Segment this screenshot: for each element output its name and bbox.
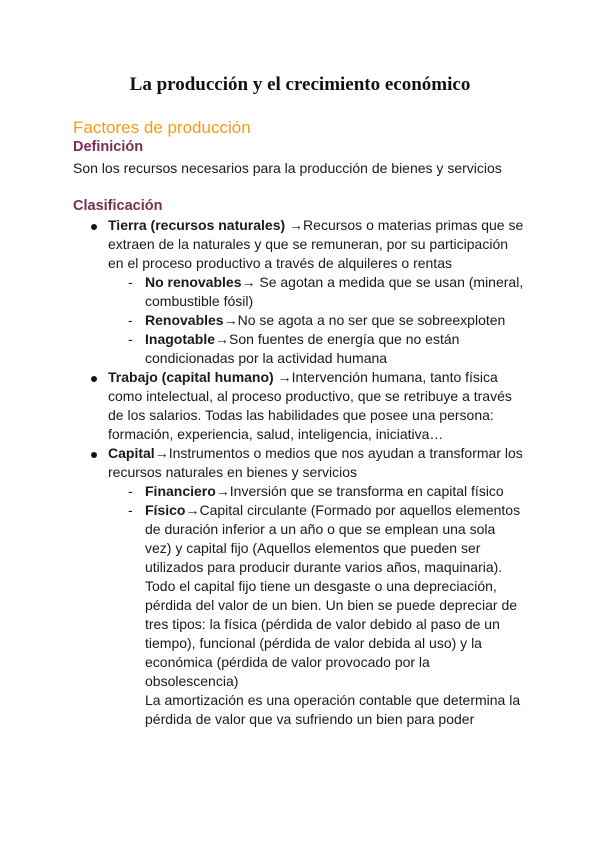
sub-item-fisico: Físico→Capital circulante (Formado por aquellos elementos	[145, 502, 521, 518]
bullet-icon	[91, 452, 97, 458]
sub-item-financiero: Financiero→Inversión que se transforma en capital físico	[145, 483, 504, 499]
dash-marker: -	[128, 502, 133, 518]
document-title: La producción y el crecimiento económico	[129, 74, 471, 95]
sub-item-text: La amortización es una operación contable que determina la	[145, 692, 521, 708]
list-item-text: como intelectual, al proceso productivo, que se retribuye a través	[108, 388, 512, 404]
dash-marker: -	[128, 312, 133, 328]
dash-marker: -	[128, 274, 133, 290]
bullet-icon	[91, 376, 97, 382]
sub-item-text: de duración inferior a un año o que se emplean una sola	[145, 521, 496, 537]
bullet-icon	[91, 224, 97, 230]
definition-heading: Definición	[73, 139, 144, 155]
sub-item-text: pérdida del valor de un bien. Un bien se puede depreciar de	[145, 597, 518, 613]
section-heading: Factores de producción	[73, 118, 251, 137]
list-item-text: de los salarios. Todas las habilidades que posee una persona:	[108, 407, 494, 423]
sub-item-text: condicionadas por la actividad humana	[145, 350, 388, 366]
sub-item-text: vez) y capital fijo (Aquellos elementos que pueden ser	[145, 540, 481, 556]
sub-item-text: utilizados para producir durante varios años, maquinaria).	[145, 559, 503, 575]
list-item-text: en el proceso productivo a través de alquileres o rentas	[108, 255, 452, 271]
list-item-capital: Capital→Instrumentos o medios que nos ayudan a transformar los	[108, 445, 523, 461]
sub-item-text: Todo el capital fijo tiene un desgaste o una depreciación,	[145, 578, 497, 594]
sub-item-text: tiempo), funcional (pérdida de valor debida al uso) y la	[145, 635, 482, 651]
sub-item-text: obsolescencia)	[145, 673, 239, 689]
list-item-text: formación, experiencia, salud, inteligencia, iniciativa…	[108, 426, 444, 442]
sub-item-text: combustible fósil)	[145, 293, 254, 309]
classification-heading: Clasificación	[73, 198, 163, 214]
sub-item-text: tres tipos: la física (pérdida de valor debido al paso de un	[145, 616, 500, 632]
sub-item-renovables: Renovables→No se agota a no ser que se sobreexploten	[145, 312, 506, 328]
sub-item-inagotable: Inagotable→Son fuentes de energía que no están	[145, 331, 460, 347]
list-item-tierra: Tierra (recursos naturales) →Recursos o materias primas que se	[108, 217, 524, 233]
sub-item-text: económica (pérdida de valor provocado por la	[145, 654, 430, 670]
list-item-text: recursos naturales en bienes y servicios	[108, 464, 358, 480]
list-item-trabajo: Trabajo (capital humano) →Intervención humana, tanto física	[108, 369, 498, 385]
sub-item-text: pérdida de valor que va sufriendo un bien para poder	[145, 711, 475, 727]
definition-text: Son los recursos necesarios para la producción de bienes y servicios	[73, 160, 502, 176]
sub-item-no-renovables: No renovables→ Se agotan a medida que se usan (mineral,	[145, 274, 524, 290]
dash-marker: -	[128, 483, 133, 499]
dash-marker: -	[128, 331, 133, 347]
list-item-text: extraen de la naturales y que se remuneran, por su participación	[108, 236, 509, 252]
